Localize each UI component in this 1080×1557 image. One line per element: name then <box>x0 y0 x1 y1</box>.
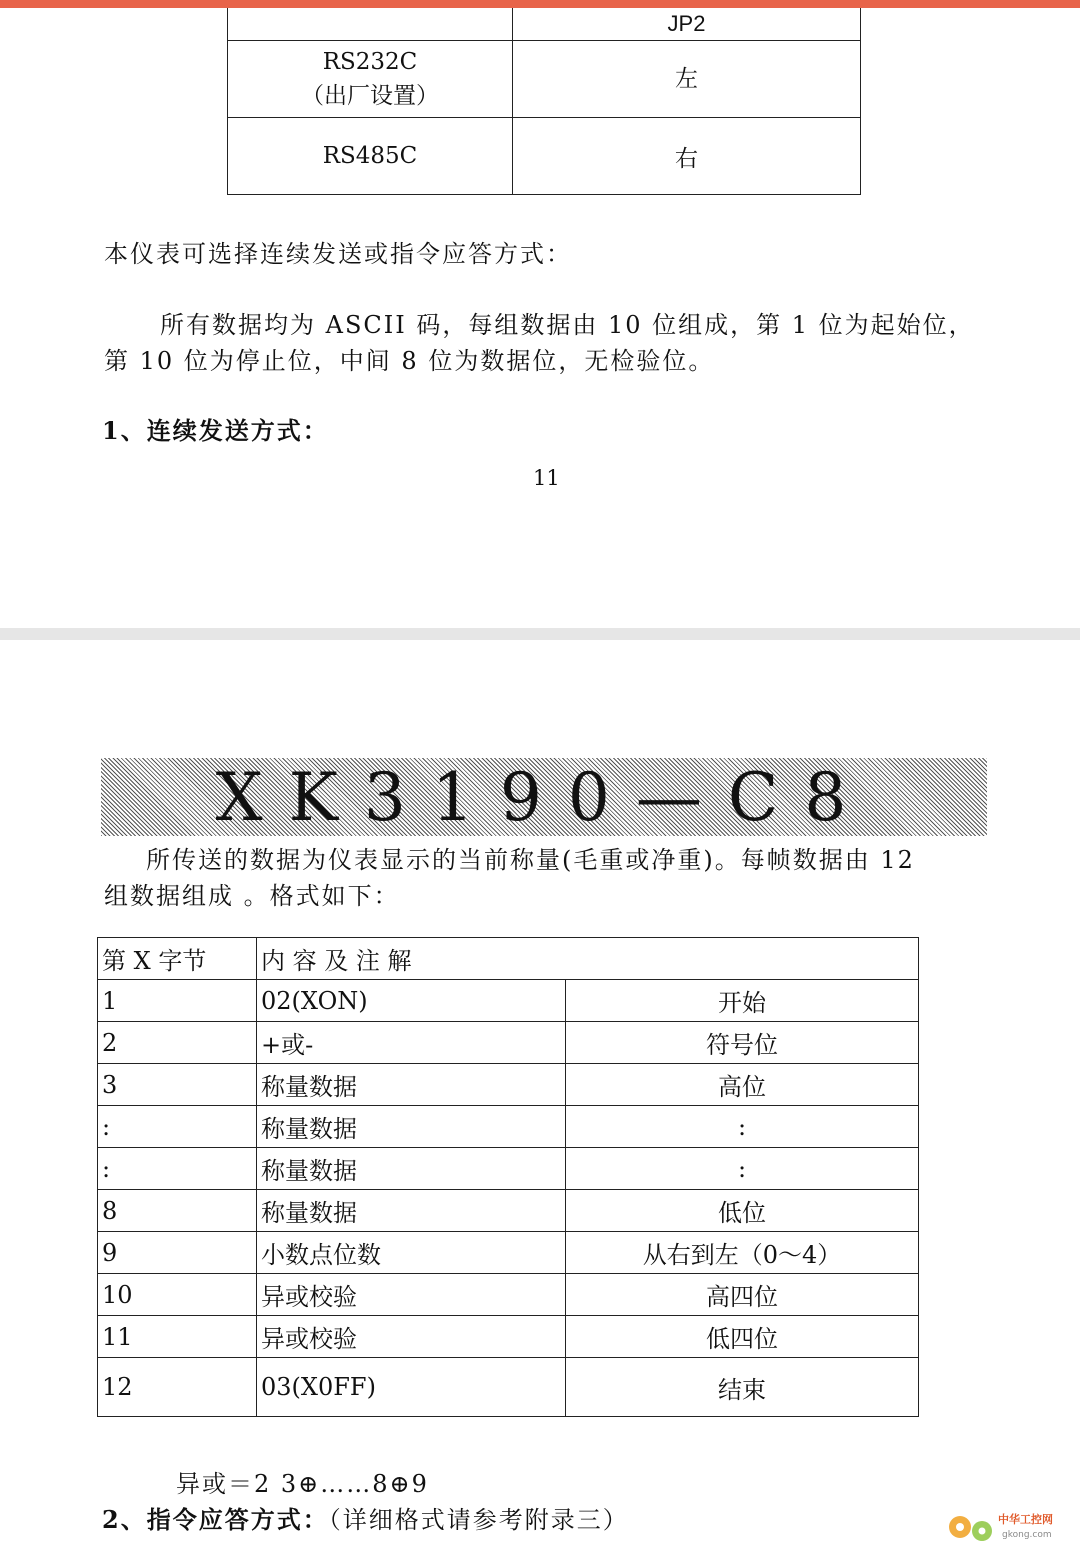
cell-byte-index: : <box>98 1106 257 1148</box>
table-cell-jp2: 左 <box>513 41 861 118</box>
cell-byte-index: 2 <box>98 1022 257 1064</box>
cell-description: 高位 <box>566 1064 919 1106</box>
table-row <box>98 1274 919 1316</box>
header-byte: 第 X 字节 <box>98 938 257 980</box>
table-row <box>98 1358 919 1417</box>
top-accent-bar <box>0 0 1080 8</box>
table-row <box>98 1106 919 1148</box>
cell-field-name: +或- <box>257 1022 566 1064</box>
model-banner <box>101 758 987 836</box>
data-frame-table <box>97 937 919 1417</box>
paragraph-line-2: 组数据组成 。格式如下： <box>104 882 400 910</box>
cell-field-name: 称量数据 <box>257 1106 566 1148</box>
table-row <box>228 41 861 118</box>
table-row <box>98 1064 919 1106</box>
cell-byte-index: 8 <box>98 1190 257 1232</box>
cell-description: 高四位 <box>566 1274 919 1316</box>
paragraph-line-1: 所有数据均为 ASCII 码，每组数据由 10 位组成，第 1 位为起始位， <box>160 311 975 339</box>
cell-byte-index: 11 <box>98 1316 257 1358</box>
table-header-jp2: JP2 <box>513 8 861 41</box>
table-cell-mode: RS232C （出厂设置） <box>228 41 513 118</box>
table-row <box>98 1316 919 1358</box>
table-cell-mode: RS485C <box>228 118 513 195</box>
header-content: 内 容 及 注 解 <box>257 938 919 980</box>
watermark-name: 中华工控网 <box>998 1513 1053 1526</box>
gkong-watermark-logo <box>944 1505 1070 1545</box>
intro-text: 本仪表可选择连续发送或指令应答方式： <box>104 240 572 268</box>
cell-field-name: 03(X0FF) <box>257 1358 566 1417</box>
cell-field-name: 称量数据 <box>257 1064 566 1106</box>
watermark-url: gkong.com <box>1002 1530 1052 1540</box>
table-row <box>98 1190 919 1232</box>
paragraph-line-2: 第 10 位为停止位，中间 8 位为数据位，无检验位。 <box>104 347 715 375</box>
document-page-11 <box>0 8 1080 628</box>
cell-field-name: 小数点位数 <box>257 1232 566 1274</box>
cell-description: 从右到左（0～4） <box>566 1232 919 1274</box>
cell-byte-index: : <box>98 1148 257 1190</box>
cell-byte-index: 3 <box>98 1064 257 1106</box>
table-row <box>228 118 861 195</box>
cell-description: 开始 <box>566 980 919 1022</box>
table-header-cell <box>228 8 513 41</box>
jumper-setting-table <box>227 8 861 195</box>
table-row <box>98 1022 919 1064</box>
section-heading-2: 2、指令应答方式：（详细格式请参考附录三） <box>102 1505 629 1534</box>
table-row <box>98 1232 919 1274</box>
page-number: 11 <box>533 466 560 490</box>
cell-field-name: 称量数据 <box>257 1148 566 1190</box>
cell-description: 低四位 <box>566 1316 919 1358</box>
table-row <box>98 1148 919 1190</box>
cell-byte-index: 12 <box>98 1358 257 1417</box>
cell-byte-index: 10 <box>98 1274 257 1316</box>
table-row <box>98 980 919 1022</box>
paragraph-line-1: 所传送的数据为仪表显示的当前称量(毛重或净重)。每帧数据由 12 <box>146 846 915 874</box>
banner-title: XK3190—C8 <box>215 758 873 836</box>
xor-formula: 异或＝2 3⊕……8⊕9 <box>176 1470 429 1498</box>
document-page-12 <box>0 640 1080 1557</box>
cell-description: : <box>566 1106 919 1148</box>
cell-field-name: 02(XON) <box>257 980 566 1022</box>
cell-byte-index: 1 <box>98 980 257 1022</box>
table-header-row <box>98 938 919 980</box>
cell-description: 符号位 <box>566 1022 919 1064</box>
cell-field-name: 异或校验 <box>257 1316 566 1358</box>
page-separator <box>0 628 1080 640</box>
cell-description: : <box>566 1148 919 1190</box>
section-heading-1: 1、连续发送方式： <box>102 416 329 445</box>
cell-field-name: 异或校验 <box>257 1274 566 1316</box>
cell-description: 结束 <box>566 1358 919 1417</box>
cell-byte-index: 9 <box>98 1232 257 1274</box>
table-cell-jp2: 右 <box>513 118 861 195</box>
cell-field-name: 称量数据 <box>257 1190 566 1232</box>
cell-description: 低位 <box>566 1190 919 1232</box>
